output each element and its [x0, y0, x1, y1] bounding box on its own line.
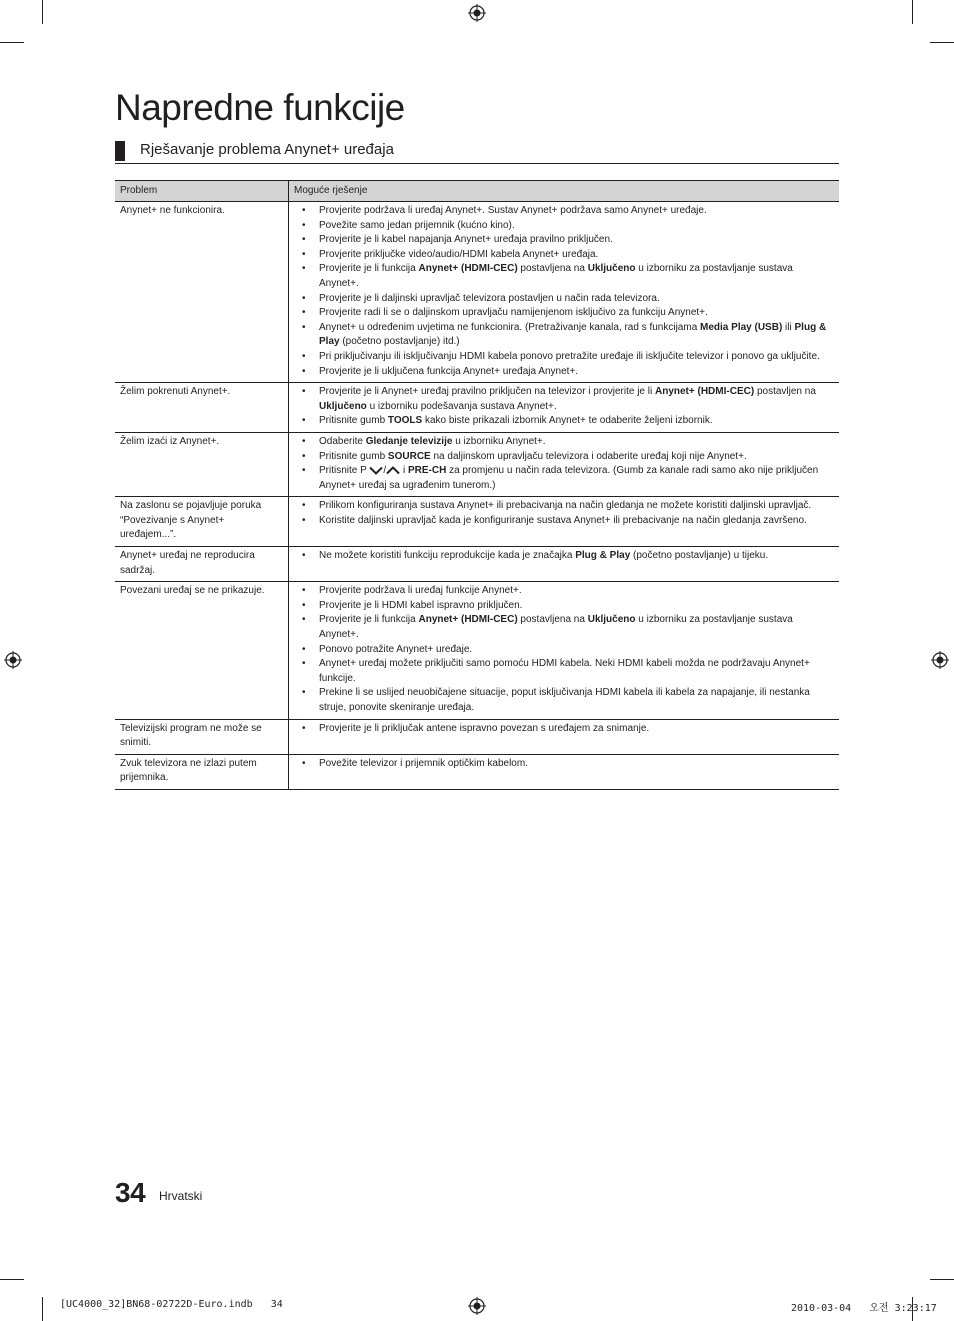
page-title: Napredne funkcije [115, 87, 405, 128]
solution-item: • Koristite daljinski upravljač kada je konfiguriranje sustava Anynet+ ili prebacivanje na način gledanja završeno. [319, 514, 834, 529]
solution-list [294, 204, 834, 379]
solution-item: • Ne možete koristiti funkciju reprodukcije kada je značajka Plug & Play (početno postavljanje) u tijeku. [319, 549, 834, 564]
solution-cell [289, 383, 840, 433]
solution-item: • Provjerite je li kabel napajanja Anynet+ uređaja pravilno priključen. [319, 233, 834, 248]
troubleshooting-table [115, 180, 839, 790]
table-row [115, 383, 839, 433]
solution-item: • Provjerite je li funkcija Anynet+ (HDMI-CEC) postavljena na Uključeno u izborniku za postavljanje sustava Anynet+. [319, 262, 834, 291]
section-header [115, 139, 839, 164]
chevron-down-icon [369, 466, 383, 475]
solution-cell [289, 432, 840, 496]
solution-item: • Anynet+ uređaj možete priključiti samo pomoću HDMI kabela. Neki HDMI kabeli možda ne podržavaju Anynet+ funkcije. [319, 657, 834, 686]
solution-item: • Pri priključivanju ili isključivanju HDMI kabela ponovo pretražite uređaje ili isključite televizor i ponovo ga uključite. [319, 350, 834, 365]
solution-item: • Provjerite je li funkcija Anynet+ (HDMI-CEC) postavljena na Uključeno u izborniku za postavljanje sustava Anynet+. [319, 613, 834, 642]
problem-cell: Televizijski program ne može se snimiti. [115, 719, 289, 754]
table-row [115, 497, 839, 547]
solution-item: • Odaberite Gledanje televizije u izborniku Anynet+. [319, 435, 834, 450]
column-header-solution: Moguće rješenje [289, 181, 840, 202]
solution-item: • Provjerite je li Anynet+ uređaj pravilno priključen na televizor i provjerite je li Anynet+ (HDMI-CEC) postavljen na Uključeno u izborniku podešavanja sustava Anynet+. [319, 385, 834, 414]
section-title: Rješavanje problema Anynet+ uređaja [140, 141, 394, 158]
solution-item: • Prekine li se uslijed neuobičajene situacije, poput isključivanja HDMI kabela ili kabela za napajanje, ili nestanka struje, ponovite skeniranje uređaja. [319, 686, 834, 715]
crop-mark [42, 1297, 43, 1321]
print-footer-date: 2010-03-04 오전 3:23:17 [791, 1303, 937, 1314]
solution-item: • Provjerite je li priključak antene ispravno povezan s uređajem za snimanje. [319, 722, 834, 737]
crop-mark [0, 42, 24, 43]
crosshair-circle-icon [4, 651, 22, 669]
crop-mark [0, 1279, 24, 1280]
table-row [115, 582, 839, 719]
crop-mark [930, 42, 954, 43]
solution-item: • Povežite samo jedan prijemnik (kućno kino). [319, 219, 834, 234]
page-number: 34 [115, 1177, 146, 1208]
table-body [115, 202, 839, 790]
page-language: Hrvatski [159, 1189, 203, 1203]
crop-mark [912, 0, 913, 24]
chevron-up-icon [386, 466, 400, 475]
solution-item: • Pritisnite gumb TOOLS kako biste prikazali izbornik Anynet+ te odaberite željeni izbornik. [319, 414, 834, 429]
print-footer-file: [UC4000_32]BN68-02722D-Euro.indb 34 [60, 1299, 283, 1310]
solution-list [294, 385, 834, 429]
solution-item: • Provjerite priključke video/audio/HDMI kabela Anynet+ uređaja. [319, 248, 834, 263]
solution-item: • Provjerite radi li se o daljinskom upravljaču namijenjenom isključivo za funkciju Anynet+. [319, 306, 834, 321]
solution-item: • Ponovo potražite Anynet+ uređaje. [319, 643, 834, 658]
solution-list [294, 499, 834, 528]
solution-item: • Provjerite je li HDMI kabel ispravno priključen. [319, 599, 834, 614]
table-header-row [115, 181, 839, 202]
solution-item: • Provjerite podržava li uređaj Anynet+. Sustav Anynet+ podržava samo Anynet+ uređaje. [319, 204, 834, 219]
solution-item: • Povežite televizor i prijemnik optičkim kabelom. [319, 757, 834, 772]
solution-cell [289, 582, 840, 719]
problem-cell: Na zaslonu se pojavljuje poruka “Povezivanje s Anynet+ uređajem...”. [115, 497, 289, 547]
table-row [115, 719, 839, 754]
crosshair-circle-icon [468, 1297, 486, 1315]
problem-cell: Želim pokrenuti Anynet+. [115, 383, 289, 433]
table-row [115, 547, 839, 582]
solution-cell [289, 547, 840, 582]
problem-cell: Povezani uređaj se ne prikazuje. [115, 582, 289, 719]
problem-cell: Anynet+ ne funkcionira. [115, 202, 289, 383]
section-marker [115, 141, 125, 161]
crosshair-circle-icon [931, 651, 949, 669]
table-row [115, 202, 839, 383]
solution-list [294, 549, 834, 564]
table-row [115, 754, 839, 789]
solution-cell [289, 754, 840, 789]
solution-list [294, 435, 834, 493]
crosshair-circle-icon [468, 4, 486, 22]
solution-list [294, 757, 834, 772]
solution-item: • Provjerite je li daljinski upravljač televizora postavljen u način rada televizora. [319, 292, 834, 307]
crop-mark [930, 1279, 954, 1280]
solution-item: • Provjerite podržava li uređaj funkcije Anynet+. [319, 584, 834, 599]
solution-item: • Pritisnite P / i PRE-CH za promjenu u način rada televizora. (Gumb za kanale radi samo ako nije priključen Anynet+ uređaj sa ugrađenim tunerom.) [319, 464, 834, 493]
crop-mark [42, 0, 43, 24]
solution-cell [289, 719, 840, 754]
solution-cell [289, 202, 840, 383]
problem-cell: Zvuk televizora ne izlazi putem prijemnika. [115, 754, 289, 789]
table-row [115, 432, 839, 496]
solution-item: • Prilikom konfiguriranja sustava Anynet+ ili prebacivanja na način gledanja ne možete koristiti daljinski upravljač. [319, 499, 834, 514]
column-header-problem: Problem [115, 181, 289, 202]
problem-cell: Anynet+ uređaj ne reproducira sadržaj. [115, 547, 289, 582]
solution-item: • Anynet+ u određenim uvjetima ne funkcionira. (Pretraživanje kanala, rad s funkcijama Media Play (USB) ili Plug & Play (početno postavljanje) itd.) [319, 321, 834, 350]
solution-cell [289, 497, 840, 547]
problem-cell: Želim izaći iz Anynet+. [115, 432, 289, 496]
solution-list [294, 722, 834, 737]
solution-item: • Pritisnite gumb SOURCE na daljinskom upravljaču televizora i odaberite uređaj koji nije Anynet+. [319, 450, 834, 465]
solution-item: • Provjerite je li uključena funkcija Anynet+ uređaja Anynet+. [319, 365, 834, 380]
solution-list [294, 584, 834, 715]
